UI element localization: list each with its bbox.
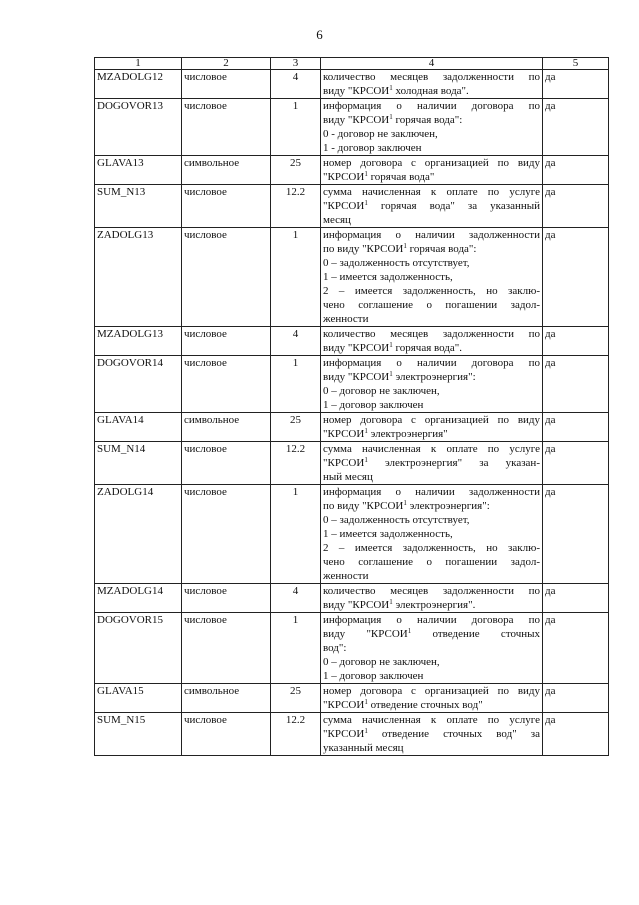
field-required: да — [543, 228, 609, 327]
field-description — [321, 684, 543, 713]
field-type: числовое — [182, 613, 271, 684]
field-name: GLAVA13 — [95, 156, 182, 185]
field-description — [321, 485, 543, 584]
footnote-mark: 1 — [403, 242, 407, 250]
description-line: виду "КРСОИ$^1$ электроэнергия". — [323, 598, 476, 611]
description-line: "КРСОИ$^1$ отведение сточных вод" — [323, 698, 483, 711]
field-name: MZADOLG13 — [95, 327, 182, 356]
footnote-mark: 1 — [389, 370, 393, 378]
field-type: числовое — [182, 99, 271, 156]
page-number: 6 — [316, 27, 323, 42]
description-line: номер договора с организацией по виду — [323, 414, 540, 426]
field-name: ZADOLG13 — [95, 228, 182, 327]
field-name: DOGOVOR14 — [95, 356, 182, 413]
field-required: да — [543, 613, 609, 684]
field-required: да — [543, 713, 609, 756]
description-line: количество месяцев задолженности по — [323, 328, 540, 340]
description-line: вод": — [323, 642, 347, 654]
footnote-mark: 1 — [364, 199, 368, 207]
header-col-4: 4 — [321, 58, 543, 70]
description-line: количество месяцев задолженности по — [323, 71, 540, 83]
footnote-mark: 1 — [389, 341, 393, 349]
description-line: месяц — [323, 214, 351, 226]
description-line: 0 – задолженность отсутствует, — [323, 257, 470, 269]
footnote-mark: 1 — [364, 727, 368, 735]
header-col-5: 5 — [543, 58, 609, 70]
header-col-2: 2 — [182, 58, 271, 70]
field-type: числовое — [182, 185, 271, 228]
field-type: числовое — [182, 356, 271, 413]
field-size: 1 — [271, 356, 321, 413]
description-line: виду "КРСОИ$^1$ горячая вода". — [323, 341, 463, 354]
field-name: SUM_N15 — [95, 713, 182, 756]
footnote-mark: 1 — [403, 499, 407, 507]
field-required: да — [543, 413, 609, 442]
field-description — [321, 185, 543, 228]
description-line: "КРСОИ$^1$ электроэнергия" — [323, 427, 448, 440]
table-header — [95, 58, 609, 70]
description-line: "КРСОИ$^1$ электроэнергия" за указан- — [323, 456, 540, 469]
description-line: 1 – договор заключен — [323, 399, 424, 411]
field-required: да — [543, 70, 609, 99]
field-name: SUM_N13 — [95, 185, 182, 228]
description-line: информация о наличии договора по — [323, 614, 540, 626]
field-name: MZADOLG12 — [95, 70, 182, 99]
footnote-mark: 1 — [364, 698, 368, 706]
field-type: символьное — [182, 413, 271, 442]
description-line: информация о наличии задолженности — [323, 229, 540, 241]
field-description — [321, 413, 543, 442]
table-row — [95, 613, 609, 684]
description-line: виду "КРСОИ$^1$ электроэнергия": — [323, 370, 476, 383]
description-line: виду "КРСОИ$^1$ холодная вода". — [323, 84, 469, 97]
field-size: 25 — [271, 413, 321, 442]
field-size: 25 — [271, 684, 321, 713]
field-type: символьное — [182, 156, 271, 185]
footnote-mark: 1 — [407, 627, 412, 635]
field-description — [321, 70, 543, 99]
description-line: информация о наличии договора по — [323, 100, 540, 112]
table-row — [95, 327, 609, 356]
table-row — [95, 70, 609, 99]
description-line: виду "КРСОИ$^1$ горячая вода": — [323, 113, 463, 126]
field-size: 1 — [271, 485, 321, 584]
field-description — [321, 584, 543, 613]
field-description — [321, 442, 543, 485]
footnote-mark: 1 — [364, 456, 368, 464]
table-row — [95, 156, 609, 185]
description-line: чено соглашение о погашении задол- — [323, 299, 540, 311]
table-row — [95, 228, 609, 327]
field-name: DOGOVOR15 — [95, 613, 182, 684]
table-body — [95, 70, 609, 756]
description-line: "КРСОИ$^1$ горячая вода" за указанный — [323, 199, 540, 212]
table-row — [95, 413, 609, 442]
description-line: количество месяцев задолженности по — [323, 585, 540, 597]
field-required: да — [543, 584, 609, 613]
description-line: 0 – договор не заключен, — [323, 385, 440, 397]
description-line: 1 – имеется задолженность, — [323, 271, 453, 283]
field-size: 12.2 — [271, 442, 321, 485]
description-line: номер договора с организацией по виду — [323, 157, 540, 169]
field-required: да — [543, 156, 609, 185]
description-line: 2 – имеется задолженность, но заклю- — [323, 285, 540, 297]
field-size: 12.2 — [271, 713, 321, 756]
description-line: информация о наличии договора по — [323, 357, 540, 369]
description-line: "КРСОИ$^1$ горячая вода" — [323, 170, 435, 183]
field-size: 1 — [271, 613, 321, 684]
description-line: по виду "КРСОИ$^1$ горячая вода": — [323, 242, 477, 255]
field-type: числовое — [182, 70, 271, 99]
field-type: символьное — [182, 684, 271, 713]
field-required: да — [543, 356, 609, 413]
header-col-3: 3 — [271, 58, 321, 70]
field-size: 12.2 — [271, 185, 321, 228]
description-line: виду "КРСОИ$^1$ отведение сточных — [323, 627, 541, 640]
field-required: да — [543, 684, 609, 713]
description-line: женности — [323, 313, 369, 325]
table-row — [95, 713, 609, 756]
field-type: числовое — [182, 713, 271, 756]
description-line: номер договора с организацией по виду — [323, 685, 540, 697]
field-required: да — [543, 99, 609, 156]
field-type: числовое — [182, 228, 271, 327]
field-name: ZADOLG14 — [95, 485, 182, 584]
field-type: числовое — [182, 485, 271, 584]
description-line: по виду "КРСОИ$^1$ электроэнергия": — [323, 499, 490, 512]
description-line: 1 – имеется задолженность, — [323, 528, 453, 540]
footnote-mark: 1 — [364, 427, 368, 435]
description-line: 0 – договор не заключен, — [323, 656, 440, 668]
field-description — [321, 99, 543, 156]
field-description — [321, 356, 543, 413]
header-col-1: 1 — [95, 58, 182, 70]
field-size: 1 — [271, 228, 321, 327]
description-line: сумма начисленная к оплате по услуге — [323, 186, 540, 198]
header-row — [95, 58, 609, 70]
field-description — [321, 327, 543, 356]
field-required: да — [543, 442, 609, 485]
description-line: 2 – имеется задолженность, но заклю- — [323, 542, 540, 554]
table-row — [95, 99, 609, 156]
description-line: ный месяц — [323, 471, 373, 483]
field-name: MZADOLG14 — [95, 584, 182, 613]
field-size: 25 — [271, 156, 321, 185]
table-row — [95, 442, 609, 485]
field-required: да — [543, 485, 609, 584]
field-description — [321, 228, 543, 327]
table-row — [95, 584, 609, 613]
field-size: 4 — [271, 584, 321, 613]
field-name: DOGOVOR13 — [95, 99, 182, 156]
field-description — [321, 713, 543, 756]
description-line: женности — [323, 570, 369, 582]
field-description — [321, 156, 543, 185]
table-row — [95, 485, 609, 584]
description-line: 0 – задолженность отсутствует, — [323, 514, 470, 526]
field-type: числовое — [182, 442, 271, 485]
description-line: сумма начисленная к оплате по услуге — [323, 443, 540, 455]
field-spec-table — [94, 57, 609, 756]
description-line: 0 - договор не заключен, — [323, 128, 438, 140]
footnote-mark: 1 — [389, 84, 393, 92]
description-line: сумма начисленная к оплате по услуге — [323, 714, 540, 726]
field-type: числовое — [182, 584, 271, 613]
description-line: 1 – договор заключен — [323, 670, 424, 682]
field-type: числовое — [182, 327, 271, 356]
field-name: GLAVA14 — [95, 413, 182, 442]
description-line: 1 - договор заключен — [323, 142, 422, 154]
field-size: 4 — [271, 327, 321, 356]
field-required: да — [543, 327, 609, 356]
table-row — [95, 185, 609, 228]
field-size: 4 — [271, 70, 321, 99]
table-row — [95, 356, 609, 413]
field-description — [321, 613, 543, 684]
footnote-mark: 1 — [389, 113, 393, 121]
footnote-mark: 1 — [389, 598, 393, 606]
field-required: да — [543, 185, 609, 228]
footnote-mark: 1 — [364, 170, 368, 178]
table-row — [95, 684, 609, 713]
description-line: информация о наличии задолженности — [323, 486, 540, 498]
field-size: 1 — [271, 99, 321, 156]
description-line: чено соглашение о погашении задол- — [323, 556, 540, 568]
field-name: SUM_N14 — [95, 442, 182, 485]
description-line: "КРСОИ$^1$ отведение сточных вод" за — [323, 727, 540, 740]
description-line: указанный месяц — [323, 742, 404, 754]
field-name: GLAVA15 — [95, 684, 182, 713]
